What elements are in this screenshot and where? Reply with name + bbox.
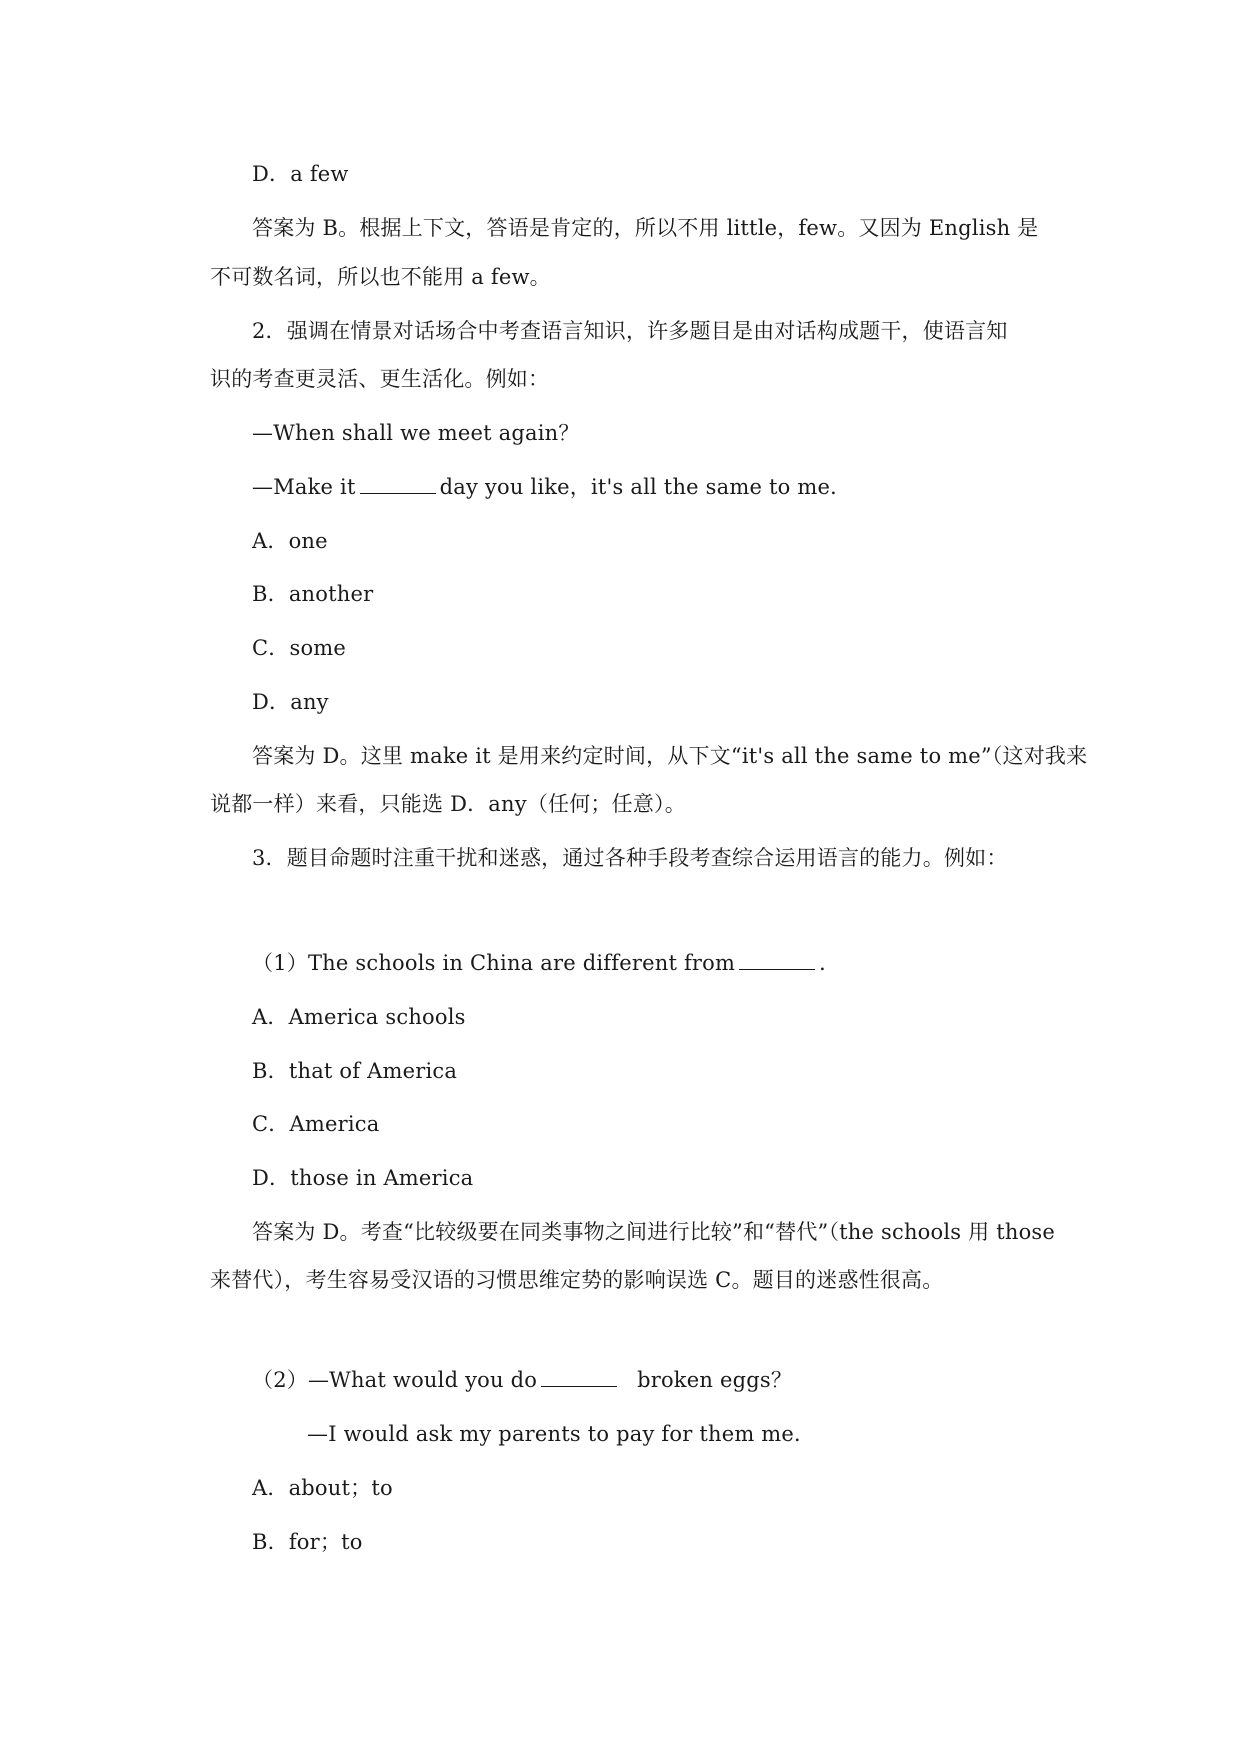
text: C．America (252, 1112, 380, 1136)
blank-line (739, 951, 815, 970)
answer-paragraph-1-cont (210, 263, 551, 291)
answer-paragraph-2 (252, 742, 1087, 770)
text: D．any (252, 690, 329, 714)
option-d-those-in-america (252, 1164, 473, 1192)
option-d-a-few (252, 160, 349, 188)
option-a-america-schools (252, 1003, 466, 1031)
answer-paragraph-3 (252, 1218, 1055, 1246)
text: （1）The schools in China are different from (252, 951, 736, 975)
text: A．about；to (252, 1476, 393, 1500)
option-b-that-of-america (252, 1057, 457, 1085)
text: 来替代），考生容易受汉语的习惯思维定势的影响误选 C。题目的迷惑性很高。 (210, 1268, 944, 1292)
option-b-another (252, 580, 373, 608)
text: A．one (252, 529, 328, 553)
option-c-america (252, 1110, 379, 1138)
text: 答案为 D。这里 make it 是用来约定时间，从下文“it's all the same to me”（这对我来 (252, 744, 1088, 768)
point-2-cont (210, 365, 549, 393)
text: B．that of America (252, 1059, 458, 1083)
text: ． (819, 951, 841, 975)
option-c-some (252, 634, 346, 662)
text: 不可数名词，所以也不能用 a few。 (210, 265, 551, 289)
text: —When shall we meet again？ (252, 421, 580, 445)
answer-paragraph-1 (252, 214, 1038, 242)
question-2 (252, 1366, 792, 1394)
dialogue-answer (252, 473, 851, 501)
point-2 (252, 317, 1008, 345)
text: B．for；to (252, 1530, 363, 1554)
option-b-for-to (252, 1528, 363, 1556)
text: —Make it (252, 475, 356, 499)
text: 答案为 D。考查“比较级要在同类事物之间进行比较”和“替代”（the schools 用 those (252, 1220, 1056, 1244)
question-1 (252, 949, 840, 977)
answer-paragraph-2-cont (210, 790, 686, 818)
text: 说都一样）来看，只能选 D．any（任何；任意）。 (210, 792, 686, 816)
text: 识的考查更灵活、更生活化。例如： (210, 367, 550, 391)
text: —I would ask my parents to pay for them me． (307, 1422, 816, 1446)
text: 答案为 B。根据上下文，答语是肯定的，所以不用 little，few。又因为 English 是 (252, 216, 1039, 240)
text: （2）—What would you do (252, 1368, 538, 1392)
text: C．some (252, 636, 347, 660)
blank-line (541, 1368, 617, 1387)
option-a-one (252, 527, 328, 555)
question-2-reply (307, 1420, 815, 1448)
option-a-about-to (252, 1474, 393, 1502)
text: A．America schools (252, 1005, 466, 1029)
option-d-any (252, 688, 329, 716)
text: D．those in America (252, 1166, 474, 1190)
dialogue-question (252, 419, 580, 447)
answer-paragraph-3-cont (210, 1266, 943, 1294)
blank-line (360, 475, 436, 494)
text: 2．强调在情景对话场合中考查语言知识，许多题目是由对话构成题干，使语言知 (252, 319, 1008, 343)
point-3 (252, 844, 1008, 872)
text: B．another (252, 582, 374, 606)
text: day you like，it's all the same to me． (439, 475, 852, 499)
text: D．a few (252, 162, 349, 186)
text: 3．题目命题时注重干扰和迷惑，通过各种手段考查综合运用语言的能力。例如： (252, 846, 1008, 870)
text: broken eggs？ (637, 1368, 793, 1392)
